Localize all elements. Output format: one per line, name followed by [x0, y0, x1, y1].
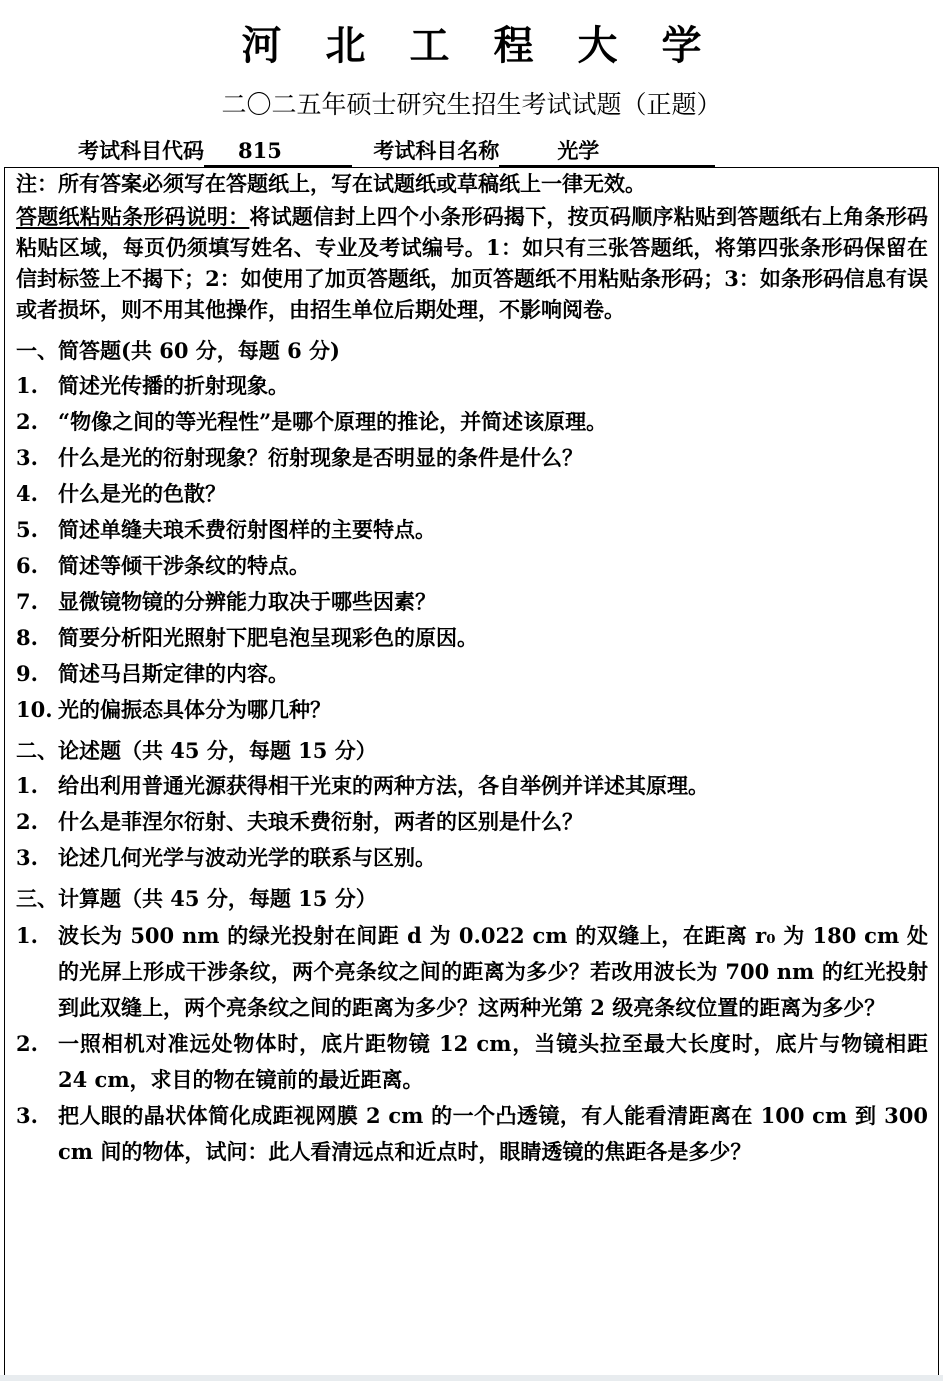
question-text: 给出利用普通光源获得相干光束的两种方法，各自举例并详述其原理。 [58, 773, 709, 798]
question-item [16, 1098, 928, 1170]
question-text: 简述等倾干涉条纹的特点。 [58, 553, 310, 578]
question-number: 1. [16, 923, 38, 948]
barcode-instructions-text: 将试题信封上四个小条形码揭下，按页码顺序粘贴到答题纸右上角条形码粘贴区域，每页仍须填写姓名、专业及考试编号。1：如只有三张答题纸，将第四张条形码保留在信封标签上不揭下；2：如使用了加页答题纸，加页答题纸不用粘贴条形码；3：如条形码信息有误或者损坏，则不用其他操作，由招生单位后期处理，不影响阅卷。 [16, 204, 928, 322]
question-number: 10. [16, 697, 53, 722]
question-item [16, 918, 928, 1026]
question-text: 什么是菲涅尔衍射、夫琅禾费衍射，两者的区别是什么？ [58, 809, 583, 834]
section-title-short-answer: 一、简答题(共 60 分，每题 6 分) [16, 338, 340, 363]
question-number: 1. [16, 373, 38, 398]
question-number: 2. [16, 409, 38, 434]
question-text: 波长为 500 nm 的绿光投射在间距 d 为 0.022 cm 的双缝上，在距离 r₀ 为 180 cm 处的光屏上形成干涉条纹，两个亮条纹之间的距离为多少？若改用波长为 700 nm 的红光投射到此双缝上，两个亮条纹之间的距离为多少？这两种光第 2 级亮条纹位置的距离为多少？ [58, 923, 928, 1020]
question-text: 简述单缝夫琅禾费衍射图样的主要特点。 [58, 517, 436, 542]
question-text: 显微镜物镜的分辨能力取决于哪些因素？ [58, 589, 436, 614]
barcode-instructions [16, 201, 928, 325]
question-text: 把人眼的晶状体简化成距视网膜 2 cm 的一个凸透镜，有人能看清距离在 100 cm 到 300 cm 间的物体，试问：此人看清远点和近点时，眼睛透镜的焦距各是多少？ [58, 1103, 928, 1164]
question-text: 什么是光的衍射现象？衍射现象是否明显的条件是什么？ [58, 445, 583, 470]
subject-code-label: 考试科目代码 [78, 138, 204, 163]
question-number: 3. [16, 1103, 38, 1128]
question-text: 光的偏振态具体分为哪几种？ [58, 697, 331, 722]
question-item [16, 658, 928, 689]
question-number: 7. [16, 589, 38, 614]
subject-info-line [78, 135, 715, 167]
question-number: 9. [16, 661, 38, 686]
question-text: “物像之间的等光程性”是哪个原理的推论，并简述该原理。 [58, 409, 608, 434]
question-item [16, 514, 928, 545]
question-text: 一照相机对准远处物体时，底片距物镜 12 cm，当镜头拉至最大长度时，底片与物镜相距 24 cm，求目的物在镜前的最近距离。 [58, 1031, 928, 1092]
question-number: 4. [16, 481, 38, 506]
question-item [16, 622, 928, 653]
exam-content [16, 168, 928, 1170]
question-item [16, 406, 928, 437]
question-item [16, 770, 928, 801]
question-number: 8. [16, 625, 38, 650]
question-number: 3. [16, 845, 38, 870]
question-number: 5. [16, 517, 38, 542]
question-number: 1. [16, 773, 38, 798]
essay-questions [16, 770, 928, 873]
question-text: 简述光传播的折射现象。 [58, 373, 289, 398]
university-name: 河北工程大学 [241, 22, 746, 69]
section-title-calculation: 三、计算题（共 45 分，每题 15 分） [16, 886, 377, 911]
answer-note: 注：所有答案必须写在答题纸上，写在试题纸或草稿纸上一律无效。 [16, 171, 646, 196]
question-text: 简述马吕斯定律的内容。 [58, 661, 289, 686]
question-number: 2. [16, 809, 38, 834]
question-item [16, 370, 928, 401]
question-text: 论述几何光学与波动光学的联系与区别。 [58, 845, 436, 870]
question-item [16, 1026, 928, 1098]
question-item [16, 694, 928, 725]
question-text: 简要分析阳光照射下肥皂泡呈现彩色的原因。 [58, 625, 478, 650]
question-text: 什么是光的色散？ [58, 481, 226, 506]
short-answer-questions [16, 370, 928, 725]
subject-code-value: 815 [204, 137, 352, 167]
question-number: 3. [16, 445, 38, 470]
subject-name-label: 考试科目名称 [373, 138, 500, 163]
section-title-essay: 二、论述题（共 45 分，每题 15 分） [16, 738, 377, 763]
subject-name-value: 光学 [499, 137, 715, 167]
barcode-instructions-label: 答题纸粘贴条形码说明： [16, 204, 250, 229]
page-bottom-edge [0, 1375, 943, 1381]
question-item [16, 586, 928, 617]
question-item [16, 478, 928, 509]
question-number: 6. [16, 553, 38, 578]
question-item [16, 842, 928, 873]
question-item [16, 442, 928, 473]
calculation-questions [16, 918, 928, 1170]
question-number: 2. [16, 1031, 38, 1056]
question-item [16, 806, 928, 837]
question-item [16, 550, 928, 581]
exam-title: 二〇二五年硕士研究生招生考试试题（正题） [221, 90, 722, 119]
